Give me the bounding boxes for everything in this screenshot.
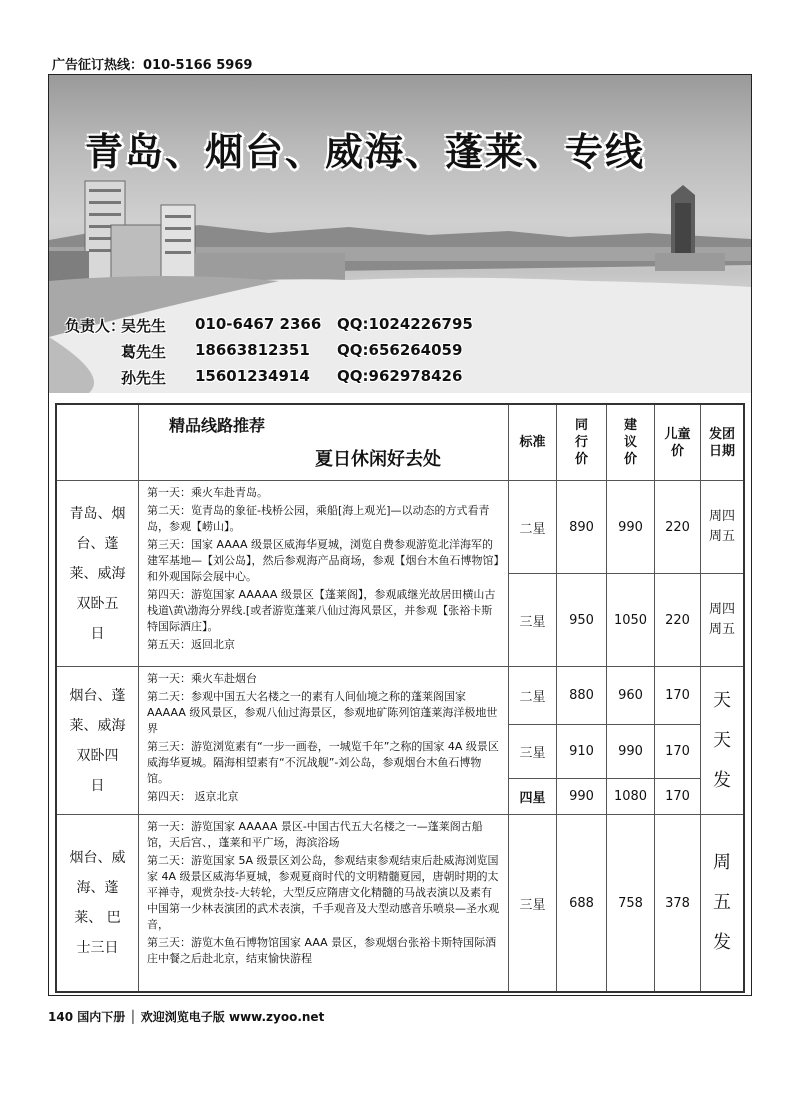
- itinerary-day: 第四天： 返京北京: [147, 790, 239, 803]
- header-child-price: 儿童 价: [655, 405, 701, 481]
- banner-photo: [49, 75, 751, 393]
- contact-label: 负责人：: [65, 317, 126, 335]
- tier-suggested-price: 1050: [607, 574, 655, 667]
- itinerary-day: 第五天：返回北京: [147, 638, 235, 651]
- tier-peer-price: 688: [557, 815, 607, 991]
- contact-phone: 010-6467 2366: [195, 315, 322, 333]
- contact-qq: QQ:656264059: [337, 341, 463, 359]
- route-name: 青岛、烟 台、蓬 莱、威海 双卧五 日: [57, 481, 139, 667]
- header-peer-price: 同 行 价: [557, 405, 607, 481]
- contact-name: 葛先生: [121, 343, 167, 361]
- tier-suggested-price: 1080: [607, 779, 655, 815]
- tier-standard: 四星: [509, 779, 557, 815]
- route-itinerary: [139, 815, 509, 991]
- contact-name: 孙先生: [121, 369, 167, 387]
- itinerary-day: 第三天：游览浏览素有“一步一画卷，一城览千年”之称的国家 4A 级景区威海华夏城。隔海相望素有“不沉战舰”-刘公岛，参观烟台木鱼石博物馆。: [147, 740, 499, 785]
- route-itinerary: [139, 667, 509, 815]
- page-footer: 140 国内下册 │ 欢迎浏览电子版 www.zyoo.net: [48, 1010, 325, 1024]
- itinerary-day: 第一天：乘火车赴烟台: [147, 672, 257, 685]
- tier-departure: 周四 周五: [701, 574, 743, 667]
- contact-row: [65, 315, 745, 337]
- itinerary-day: 第一天：乘火车赴青岛。: [147, 486, 268, 499]
- itinerary-day: 第三天：国家 AAAA 级景区威海华夏城，浏览自费参观游览北洋海军的建军基地—【刘公岛】，然后参观海产品商场，参观【烟台木鱼石博物馆】和外观国际会展中心。: [147, 538, 499, 583]
- header-departure: 发团 日期: [701, 405, 743, 481]
- contact-qq: QQ:1024226795: [337, 315, 473, 333]
- contact-row: [65, 367, 745, 389]
- ad-hotline: 广告征订热线：010-5166 5969: [52, 58, 253, 73]
- tier-child-price: 170: [655, 725, 701, 779]
- tier-peer-price: 890: [557, 481, 607, 574]
- header-standard: 标准: [509, 405, 557, 481]
- itinerary-day: 第一天：游览国家 AAAAA 景区-中国古代五大名楼之一—蓬莱阁古船馆，天后宫、，蓬莱和平广场，海滨浴场: [147, 820, 483, 849]
- contact-phone: 15601234914: [195, 367, 310, 385]
- tier-standard: 二星: [509, 481, 557, 574]
- banner-title: 青岛、烟台、威海、蓬莱、专线: [85, 130, 646, 174]
- tier-standard: 三星: [509, 725, 557, 779]
- tier-child-price: 170: [655, 779, 701, 815]
- contact-phone: 18663812351: [195, 341, 310, 359]
- tier-child-price: 220: [655, 481, 701, 574]
- contact-qq: QQ:962978426: [337, 367, 463, 385]
- tier-child-price: 170: [655, 667, 701, 725]
- tier-peer-price: 910: [557, 725, 607, 779]
- itinerary-day: 第二天：游览国家 5A 级景区刘公岛，参观结束参观结束后赴威海浏览国家 4A 级景区威海华夏城，参观夏商时代的文明精髓夏园，唐朝时期的太平禅寺，观赏杂技-大转轮，大型反应隋唐文化精髓的马战表演以及素有中国第一少林表演团的武术表演，千手观音及大型动感音乐喷泉—圣水观音，: [147, 854, 499, 931]
- header-title-primary: 精品线路推荐: [169, 416, 266, 435]
- tier-departure: 周四 周五: [701, 481, 743, 574]
- page-frame: [48, 74, 752, 996]
- header-suggested-price: 建 议 价: [607, 405, 655, 481]
- itinerary-day: 第四天：游览国家 AAAAA 级景区【蓬莱阁】，参观戚继光故居田横山古栈道\黄\渤海分界线.[或者游览蓬莱八仙过海风景区，并参观【张裕卡斯特国际酒庄】。: [147, 588, 496, 633]
- route-departure: 周 五 发: [713, 852, 731, 953]
- tier-peer-price: 880: [557, 667, 607, 725]
- itinerary-day: 第二天：参观中国五大名楼之一的素有人间仙境之称的蓬莱阁国家 AAAAA 级风景区，参观八仙过海景区，参观地矿陈列馆蓬莱海洋极地世界: [147, 690, 498, 735]
- tier-suggested-price: 990: [607, 725, 655, 779]
- header-blank: [57, 405, 139, 481]
- contact-row: [65, 341, 745, 363]
- tier-suggested-price: 990: [607, 481, 655, 574]
- route-departure: 天 天 发: [701, 667, 743, 815]
- route-table: [55, 403, 745, 993]
- tier-peer-price: 990: [557, 779, 607, 815]
- tier-standard: 二星: [509, 667, 557, 725]
- tier-standard: 三星: [509, 574, 557, 667]
- tier-suggested-price: 960: [607, 667, 655, 725]
- tier-suggested-price: 758: [607, 815, 655, 991]
- route-name: 烟台、蓬 莱、威海 双卧四 日: [57, 667, 139, 815]
- itinerary-day: 第二天：览青岛的象征-栈桥公园，乘船[海上观光]—以动态的方式看青岛，参观【崂山】。: [147, 504, 490, 533]
- tier-standard: 三星: [509, 815, 557, 991]
- header-title-secondary: 夏日休闲好去处: [315, 449, 441, 470]
- itinerary-day: 第三天：游览木鱼石博物馆国家 AAA 景区，参观烟台张裕卡斯特国际酒庄中餐之后赴北京，结束愉快游程: [147, 936, 497, 965]
- tier-child-price: 378: [655, 815, 701, 991]
- route-name: 烟台、威 海、蓬 莱、 巴 士三日: [57, 815, 139, 991]
- tier-peer-price: 950: [557, 574, 607, 667]
- contact-name: 吴先生: [121, 317, 167, 335]
- route-itinerary: [139, 481, 509, 667]
- header-title-cell: [139, 405, 509, 481]
- tier-child-price: 220: [655, 574, 701, 667]
